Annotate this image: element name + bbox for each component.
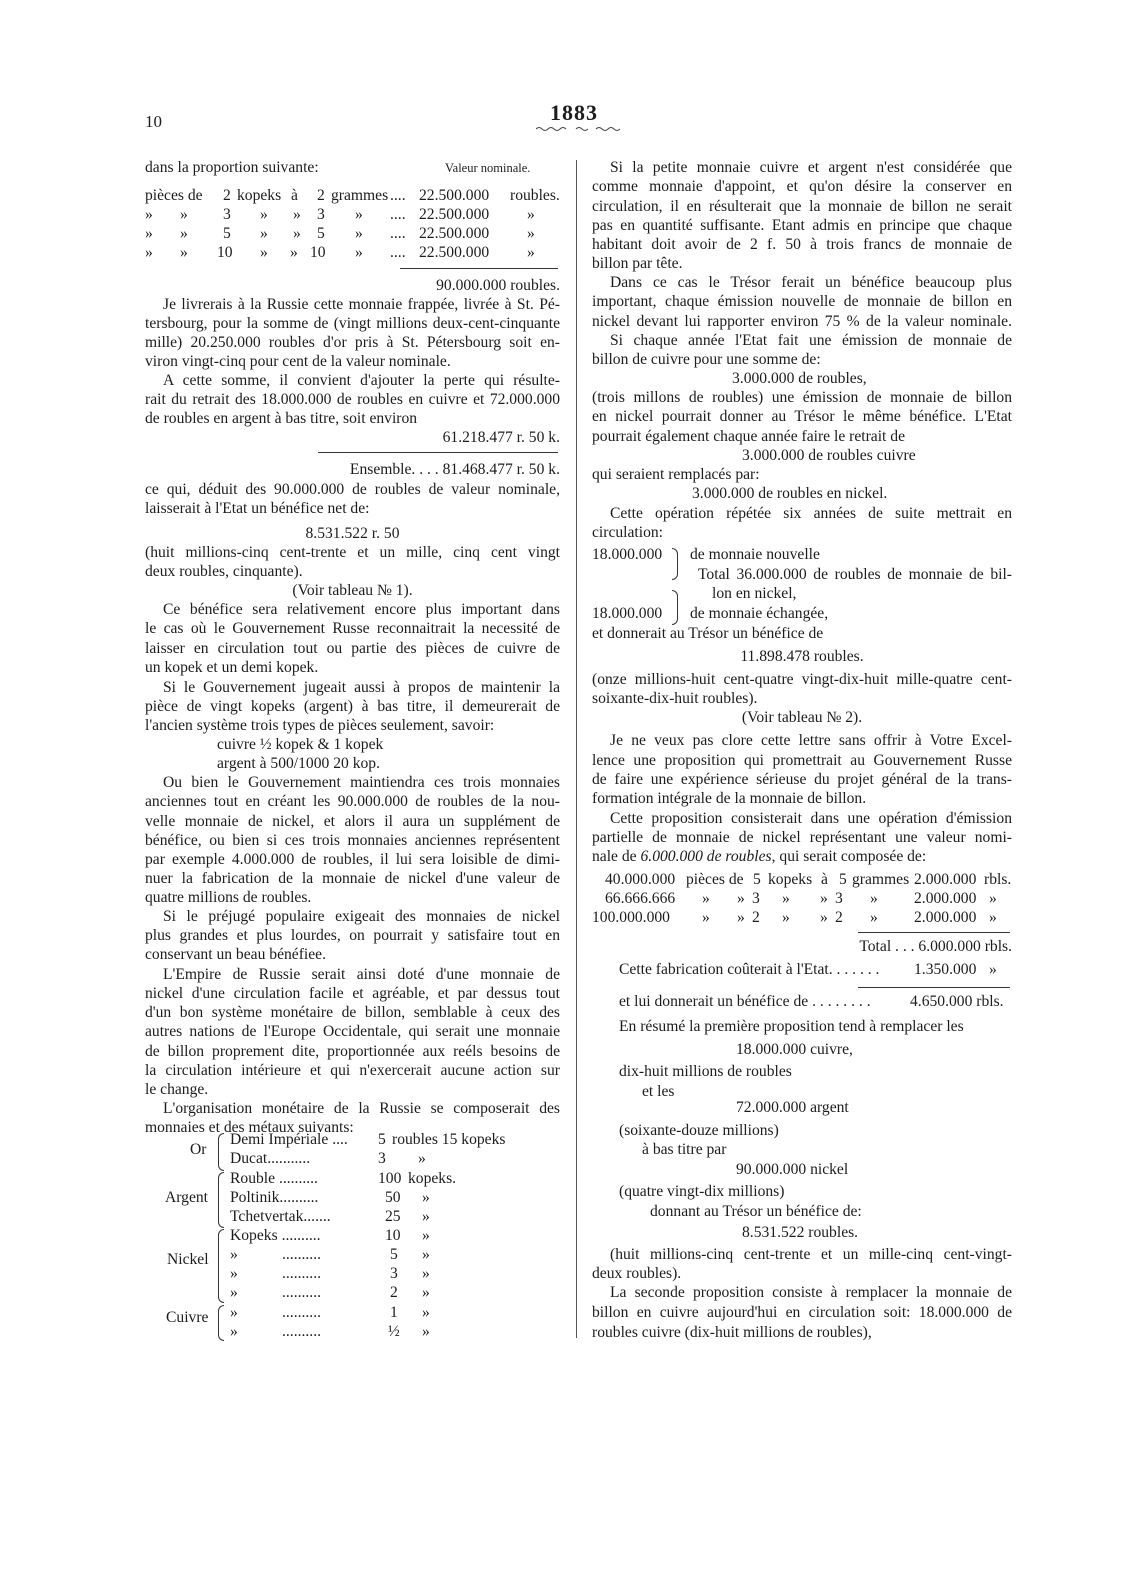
text-line: monnaies et des métaux suivants:: [145, 1119, 354, 1136]
cell: »: [870, 909, 878, 926]
cell: 5: [317, 225, 325, 242]
amount-line: 3.000.000 de roubles cuivre: [742, 447, 916, 464]
cell: 3: [390, 1265, 398, 1282]
cost-value: 1.350.000: [914, 961, 977, 978]
text-line: habitant doit avoir de 2 f. 50 à trois francs de monnaie de: [592, 236, 1012, 253]
cell: 5: [390, 1246, 398, 1263]
group-label: Or: [190, 1141, 207, 1158]
text-line: anciennes tout en créant les 90.000.000 de roubles de la nou-: [145, 793, 560, 810]
cell: »: [422, 1304, 430, 1321]
brace-icon: [218, 1229, 224, 1303]
cell: 2.000.000: [914, 871, 977, 888]
amount-line: 3.000.000 de roubles en nickel.: [692, 485, 888, 502]
cell: 3: [223, 206, 231, 223]
brace-icon: [218, 1305, 224, 1341]
table-row: [230, 1245, 430, 1265]
total-line: Total 36.000.000 de roubles de monnaie de bil-: [698, 566, 1012, 583]
cell: 25: [385, 1208, 401, 1225]
sum-rule: [858, 987, 1010, 988]
cell: grammes: [331, 187, 389, 204]
total-line: Total . . . 6.000.000 rbls.: [859, 938, 1012, 955]
cell: ..........: [282, 1323, 321, 1340]
cell: Ducat: [230, 1150, 268, 1167]
cell: 100.000.000: [592, 909, 670, 926]
cell: »: [260, 244, 268, 261]
text-line: mille) 20.250.000 roubles d'or pris à St. Pétersbourg soit en-: [145, 334, 560, 351]
text-line: plus grandes et plus lourdes, on pourrait y satisfaire tout en: [145, 927, 560, 944]
cell: »: [422, 1227, 430, 1244]
text-line: quatre millions de roubles.: [145, 889, 312, 906]
cell: 66.666.666: [605, 890, 676, 907]
sum-rule: [318, 452, 558, 453]
cell: roubles 15 kopeks: [392, 1131, 506, 1148]
cell: »: [527, 206, 535, 223]
text-line: Si chaque année l'Etat fait une émission de monnaie de: [610, 332, 1012, 349]
text-line: [145, 158, 560, 178]
cell: »: [293, 206, 301, 223]
cell: 2: [752, 909, 760, 926]
cell: »: [422, 1284, 430, 1301]
table-row: [230, 1226, 430, 1246]
text-line: Ce bénéfice sera relativement encore plus important dans: [163, 601, 560, 618]
text-line: L'Empire de Russie serait ainsi doté d'une monnaie de: [163, 966, 560, 983]
emphasis: 6.000.000 de roubles: [640, 848, 772, 865]
text-line: billon de cuivre pour une somme de:: [592, 351, 821, 368]
cell: 10: [310, 244, 326, 261]
table-row: [230, 1283, 430, 1303]
cell: »: [260, 206, 268, 223]
cell: »: [230, 1323, 238, 1340]
sum-rule: [400, 268, 558, 269]
text-line: (huit millions-cinq cent-trente et un mille-cinq cent-vingt-: [610, 1246, 1012, 1263]
cell: »: [870, 890, 878, 907]
cost-unit: »: [989, 961, 997, 978]
text-line: ce qui, déduit des 90.000.000 de roubles de valeur nominale,: [145, 481, 560, 498]
text: , qui serait composée de:: [771, 848, 927, 865]
cell: pièces de: [145, 187, 203, 204]
text-line: de roubles en argent à bas titre, soit environ: [145, 410, 418, 427]
cell: »: [702, 909, 710, 926]
brace-icon: [672, 548, 678, 580]
cell: »: [180, 206, 188, 223]
cell: .......: [303, 1208, 331, 1225]
text-line: l'ancien système trois types de pièces seulement, savoir:: [145, 717, 495, 734]
total-line: 90.000.000 roubles.: [436, 277, 560, 294]
cell: »: [527, 244, 535, 261]
cell: »: [355, 206, 363, 223]
cell: ....: [390, 187, 406, 204]
amount-line: 18.000.000 cuivre,: [736, 1041, 853, 1058]
cell: »: [230, 1246, 238, 1263]
cell: 2: [317, 187, 325, 204]
text-line: rait du retrait des 18.000.000 de roubles en cuivre et 72.000.000: [145, 391, 560, 408]
cost-line: [592, 960, 1012, 980]
cell: Poltinik: [230, 1189, 280, 1206]
cell: pièces de: [686, 871, 744, 888]
cell: »: [180, 244, 188, 261]
cell: »: [418, 1150, 426, 1167]
cell: 22.500.000: [419, 225, 490, 242]
table-row: [230, 1322, 430, 1342]
cell: ....: [390, 206, 406, 223]
table-reference: (Voir tableau № 2).: [741, 709, 863, 726]
table-row: [230, 1149, 426, 1169]
table-row: [230, 1207, 430, 1227]
text: nale de: [592, 848, 641, 865]
group-label: Cuivre: [166, 1309, 209, 1326]
text-line: (quatre vingt-dix millions): [619, 1183, 785, 1200]
cell: ...........: [267, 1150, 311, 1167]
text-line: argent à 500/1000 20 kop.: [217, 755, 380, 772]
cell: »: [527, 225, 535, 242]
cell: »: [230, 1265, 238, 1282]
cell: »: [702, 890, 710, 907]
text-line: laisserait à l'Etat un bénéfice net de:: [145, 500, 370, 517]
cell: »: [145, 244, 153, 261]
table-row: [230, 1303, 430, 1323]
cell: ½: [388, 1323, 400, 1340]
table-row: [592, 908, 1012, 928]
text-line: (onze millions-huit cent-quatre vingt-dix-huit mille-quatre cent-: [592, 671, 1012, 688]
cell: »: [989, 909, 997, 926]
cell: 2: [390, 1284, 398, 1301]
cell: »: [180, 225, 188, 242]
cell: ....: [390, 244, 406, 261]
text-line: L'organisation monétaire de la Russie se composerait des: [163, 1100, 560, 1117]
cell: 3: [835, 890, 843, 907]
page-number: 10: [145, 112, 162, 131]
text-line: (trois millons de roubles) une émission de monnaie de billon: [592, 389, 1012, 406]
text-line: velle monnaie de nickel, et alors il aura un supplément de: [145, 813, 560, 830]
cell: 5: [223, 225, 231, 242]
cell: »: [989, 890, 997, 907]
amount-line: 8.531.522 roubles.: [742, 1224, 859, 1241]
text-line: La seconde proposition consiste à remplacer la monnaie de: [610, 1284, 1012, 1301]
text-line: le cas où le Gouvernement Russe reconnaitrait la necessité de: [145, 620, 560, 637]
text-line: la circulation intérieure et qui n'exercerait aucune action sur: [145, 1062, 560, 1079]
table-row: [145, 224, 560, 244]
text-line: Cette opération répétée six années de suite mettrait en: [610, 505, 1012, 522]
cell: grammes: [852, 871, 910, 888]
text-line: formation intégrale de la monnaie de billon.: [592, 790, 867, 807]
text-line: A cette somme, il convient d'ajouter la perte qui résulte-: [163, 372, 560, 389]
label-new: de monnaie nouvelle: [690, 546, 820, 563]
cell: kopeks.: [408, 1170, 457, 1187]
cell: 100: [378, 1170, 402, 1187]
table-row: [592, 889, 1012, 909]
cell: Demi Impériale: [230, 1131, 329, 1148]
cell: kopeks: [237, 187, 282, 204]
text-line: Je livrerais à la Russie cette monnaie frappée, livrée à St. Pé-: [163, 296, 560, 313]
cell: 2: [835, 909, 843, 926]
text-line: roubles cuivre (dix-huit millions de roubles),: [592, 1324, 872, 1341]
cell: »: [422, 1323, 430, 1340]
cell: 5: [839, 871, 847, 888]
cell: »: [820, 909, 828, 926]
text-line: pièce de vingt kopeks (argent) à bas titre, il demeurerait de: [145, 698, 560, 715]
text-line: conservant un beau bénéfiee.: [145, 946, 326, 963]
text-line: important, chaque émission nouvelle de monnaie de billon en: [592, 293, 1012, 310]
cell: »: [230, 1284, 238, 1301]
cell: Tchetvertak: [230, 1208, 304, 1225]
cell: 5: [753, 871, 761, 888]
text-line: Cette proposition consisterait dans une opération d'émission: [610, 810, 1012, 827]
cell: Rouble: [230, 1170, 276, 1187]
cell: »: [737, 890, 745, 907]
text-line: (huit millions-cinq cent-trente et un mille, cinq cent vingt: [145, 544, 560, 561]
text-line: un kopek et un demi kopek.: [145, 659, 319, 676]
text-line: cuivre ½ kopek & 1 kopek: [217, 736, 384, 753]
cell: 10: [385, 1227, 401, 1244]
profit-label: et lui donnerait un bénéfice de . . . . . . . .: [619, 993, 871, 1010]
text-line: pourrait également chaque année faire le retrait de: [592, 428, 905, 445]
cell: 3: [317, 206, 325, 223]
amount-line: 61.218.477 r. 50 k.: [442, 429, 560, 446]
cell: ..........: [282, 1304, 321, 1321]
cell: »: [820, 890, 828, 907]
table-row: [230, 1130, 506, 1150]
page-heading-year: 1883: [550, 100, 598, 125]
text-line: Si le Gouvernement jugeait aussi à propos de maintenir la: [163, 679, 560, 696]
cell: »: [290, 244, 298, 261]
cell: 2.000.000: [914, 909, 977, 926]
cell: à: [291, 187, 298, 204]
cell: »: [422, 1265, 430, 1282]
cell: 2.000.000: [914, 890, 977, 907]
text-line: pas en quantité suffisante. Etant admis en principe que chaque: [592, 217, 1012, 234]
cell: ..........: [279, 1189, 319, 1206]
cell: 22.500.000: [419, 187, 490, 204]
cell: »: [355, 225, 363, 242]
amount-line: 8.531.522 r. 50: [305, 525, 400, 542]
text-line: dix-huit millions de roubles: [619, 1063, 792, 1080]
table-row: [145, 186, 560, 206]
cell: »: [737, 909, 745, 926]
text-line: deux roubles).: [592, 1265, 682, 1282]
cell: ....: [390, 225, 406, 242]
text-line: [592, 847, 1012, 867]
text-line: Ou bien le Gouvernement maintiendra ces trois monnaies: [163, 774, 560, 791]
text-line: et donnerait au Trésor un bénéfice de: [592, 625, 824, 642]
text-line: nickel devant lui rapporter environ 75 % de la valeur nominale.: [592, 313, 1012, 330]
profit-line: [592, 992, 1012, 1012]
profit-value: 4.650.000 rbls.: [910, 993, 1004, 1010]
text-line: Si le préjugé populaire exigeait des monnaies de nickel: [163, 908, 560, 925]
text-line: deux roubles, cinquante).: [145, 563, 303, 580]
text-line: lence une proposition qui promettrait au Gouvernement Russe: [592, 752, 1012, 769]
text-line: comme monnaie d'appoint, et qu'on désire la conserver en: [592, 178, 1012, 195]
amount-line: 72.000.000 argent: [736, 1099, 849, 1116]
amount-new: 18.000.000: [592, 546, 663, 563]
cell: 3: [378, 1150, 386, 1167]
cell: 2: [223, 187, 231, 204]
table-row: [145, 205, 560, 225]
text-line: en nickel pourrait donner au Trésor le même bénéfice. L'Etat: [592, 408, 1012, 425]
table-row: [145, 243, 560, 263]
column-divider: [576, 160, 577, 1338]
cell: »: [230, 1304, 238, 1321]
amount-line: 11.898.478 roubles.: [740, 648, 864, 665]
cell: 5: [378, 1131, 386, 1148]
intro-text: dans la proportion suivante:: [145, 159, 319, 176]
table-row: [592, 870, 1012, 890]
text-line: Je ne veux pas clore cette lettre sans offrir à Votre Excel-: [610, 732, 1012, 749]
text-line: de billon proprement dite, proportionnée aux reéls besoins de: [145, 1043, 560, 1060]
cell: »: [260, 225, 268, 242]
amount-line: 90.000.000 nickel: [736, 1161, 849, 1178]
text-line: laisser en circulation tout ou partie des pièces de cuivre de: [145, 640, 560, 657]
cell: roubles.: [510, 187, 560, 204]
cell: »: [422, 1189, 430, 1206]
text-line: par exemple 4.000.000 de roubles, il lui sera loisible de dimi-: [145, 851, 560, 868]
amount-exchanged: 18.000.000: [592, 605, 663, 622]
cell: rbls.: [984, 871, 1012, 888]
cell: kopeks: [768, 871, 813, 888]
sum-rule: [858, 932, 1010, 933]
cell: ..........: [281, 1227, 321, 1244]
cell: 1: [390, 1304, 398, 1321]
cell: ..........: [282, 1265, 321, 1282]
amount-line: 3.000.000 de roubles,: [732, 370, 867, 387]
table-row: [230, 1169, 457, 1189]
text-line: viron vingt-cinq pour cent de la valeur nominale.: [145, 353, 451, 370]
text-line: le change.: [145, 1081, 209, 1098]
cell: à: [821, 871, 828, 888]
text-line: circulation:: [592, 524, 664, 541]
brace-icon: [218, 1133, 224, 1171]
cell: »: [355, 244, 363, 261]
cell: ..........: [282, 1246, 321, 1263]
text-line: tersbourg, pour la somme de (vingt millions deux-cent-cinquante: [145, 315, 560, 332]
text-line: bénéfice, ou bien si ces trois monnaies anciennes représentent: [145, 832, 560, 849]
cell: »: [145, 225, 153, 242]
column-header: Valeur nominale.: [445, 161, 531, 175]
text-line: (soixante-douze millions): [619, 1122, 779, 1139]
text-line: En résumé la première proposition tend à remplacer les: [619, 1018, 964, 1035]
brace-icon: [672, 590, 678, 625]
cell: »: [145, 206, 153, 223]
text-line: Si la petite monnaie cuivre et argent n'est considérée que: [610, 159, 1012, 176]
cell: 50: [385, 1189, 401, 1206]
text-line: circulation, il en résulterait que la monnaie de billon ne serait: [592, 198, 1012, 215]
table-row: [230, 1264, 430, 1284]
cell: Kopeks: [230, 1227, 278, 1244]
text-line: nickel d'une circulation facile et agréable, et par dessus tout: [145, 985, 560, 1002]
text-line: billon en cuivre aujourd'hui en circulation soit: 18.000.000 de: [592, 1304, 1012, 1321]
group-label: Nickel: [167, 1251, 209, 1268]
cell: 22.500.000: [419, 206, 490, 223]
text-line: Dans ce cas le Trésor ferait un bénéfice beaucoup plus: [610, 274, 1012, 291]
table-row: [230, 1188, 430, 1208]
cell: 22.500.000: [419, 244, 490, 261]
brace-icon: [218, 1172, 224, 1228]
cell: ..........: [282, 1284, 321, 1301]
text-line: de faire une expérience sérieuse du projet général de la trans-: [592, 771, 1012, 788]
cell: »: [782, 890, 790, 907]
text-line: d'un bon système monétaire de billon, semblable à ceux des: [145, 1004, 560, 1021]
text-line: autres nations de l'Europe Occidentale, qui serait une monnaie: [145, 1023, 560, 1040]
table-reference: (Voir tableau № 1).: [292, 582, 413, 599]
text-line: soixante-dix-huit roubles).: [592, 690, 758, 707]
group-label: Argent: [165, 1189, 209, 1206]
cell: 3: [752, 890, 760, 907]
label-exchanged: de monnaie échangée,: [690, 605, 829, 622]
total-line: Ensemble. . . . 81.468.477 r. 50 k.: [349, 461, 560, 478]
text-line: et les: [642, 1083, 675, 1100]
cell: »: [422, 1208, 430, 1225]
cell: 10: [217, 244, 233, 261]
cell: 40.000.000: [605, 871, 676, 888]
text-line: billon par tête.: [592, 255, 683, 272]
cost-label: Cette fabrication coûterait à l'Etat. . . . . . .: [619, 961, 880, 978]
text-line: donnant au Trésor un bénéfice de:: [650, 1203, 862, 1220]
cell: »: [782, 909, 790, 926]
text-line: à bas titre par: [642, 1141, 727, 1158]
decorative-wave-rule: [536, 126, 626, 132]
text-line: partielle de monnaie de nickel représentant une valeur nomi-: [592, 829, 1012, 846]
cell: ..........: [278, 1170, 318, 1187]
text-line: nuer la fabrication de la monnaie de nickel d'une valeur de: [145, 870, 560, 887]
cell: »: [422, 1246, 430, 1263]
text-line: qui seraient remplacés par:: [592, 466, 760, 483]
total-line: lon en nickel,: [712, 585, 797, 602]
cell: »: [293, 225, 301, 242]
cell: ....: [332, 1131, 348, 1148]
